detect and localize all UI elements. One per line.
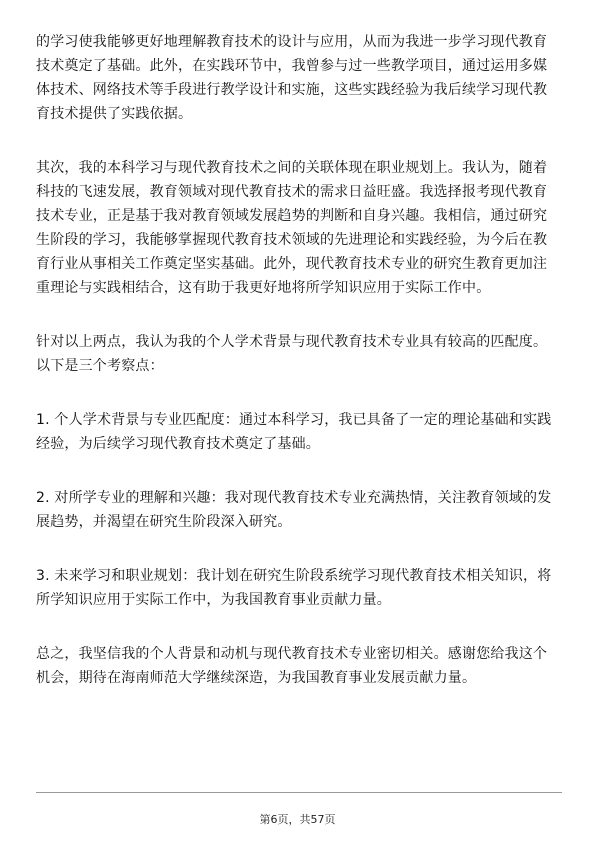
text-line: 展趋势，并渴望在研究生阶段深入研究。: [36, 514, 292, 530]
list-item-1: [36, 408, 562, 456]
text-line: 经验，为后续学习现代教育技术奠定了基础。: [36, 436, 320, 452]
text-line: 体技术、网络技术等手段进行教学设计和实施，这些实践经验为我后续学习现代教: [36, 82, 548, 98]
document-body: [36, 30, 562, 690]
text-line: 机会，期待在海南师范大学继续深造，为我国教育事业发展贡献力量。: [36, 670, 477, 686]
paragraph-1: [36, 30, 562, 126]
text-line: 针对以上两点，我认为我的个人学术背景与现代教育技术专业具有较高的匹配度。: [36, 334, 548, 350]
text-line: 总之，我坚信我的个人背景和动机与现代教育技术专业密切相关。感谢您给我这个: [36, 646, 548, 662]
text-line: 育行业从事相关工作奠定坚实基础。此外，现代教育技术专业的研究生教育更加注: [36, 256, 548, 272]
text-line: 以下是三个考察点：: [36, 358, 164, 374]
list-item-2: [36, 486, 562, 534]
list-item-3: [36, 564, 562, 612]
footer-divider: [36, 792, 562, 793]
text-line: 重理论与实践相结合，这有助于我更好地将所学知识应用于实际工作中。: [36, 280, 491, 296]
text-line: 技术专业，正是基于我对教育领域发展趋势的判断和自身兴趣。我相信，通过研究: [36, 208, 548, 224]
text-line: 科技的飞速发展，教育领域对现代教育技术的需求日益旺盛。我选择报考现代教育: [36, 184, 548, 200]
paragraph-3: [36, 330, 562, 378]
page-number: 第6页，共57页: [259, 813, 336, 826]
text-line: 1. 个人学术背景与专业匹配度：通过本科学习，我已具备了一定的理论基础和实践: [36, 412, 552, 428]
paragraph-conclusion: [36, 642, 562, 690]
text-line: 生阶段的学习，我能够掌握现代教育技术领域的先进理论和实践经验，为今后在教: [36, 232, 548, 248]
text-line: 育技术提供了实践依据。: [36, 106, 193, 122]
text-line: 3. 未来学习和职业规划：我计划在研究生阶段系统学习现代教育技术相关知识，将: [36, 568, 552, 584]
text-line: 的学习使我能够更好地理解教育技术的设计与应用，从而为我进一步学习现代教育: [36, 34, 548, 50]
text-line: 其次，我的本科学习与现代教育技术之间的关联体现在职业规划上。我认为，随着: [36, 160, 548, 176]
text-line: 所学知识应用于实际工作中，为我国教育事业贡献力量。: [36, 592, 391, 608]
text-line: 技术奠定了基础。此外，在实践环节中，我曾参与过一些教学项目，通过运用多媒: [36, 58, 548, 74]
text-line: 2. 对所学专业的理解和兴趣：我对现代教育技术专业充满热情，关注教育领域的发: [36, 490, 552, 506]
paragraph-2: [36, 156, 562, 300]
